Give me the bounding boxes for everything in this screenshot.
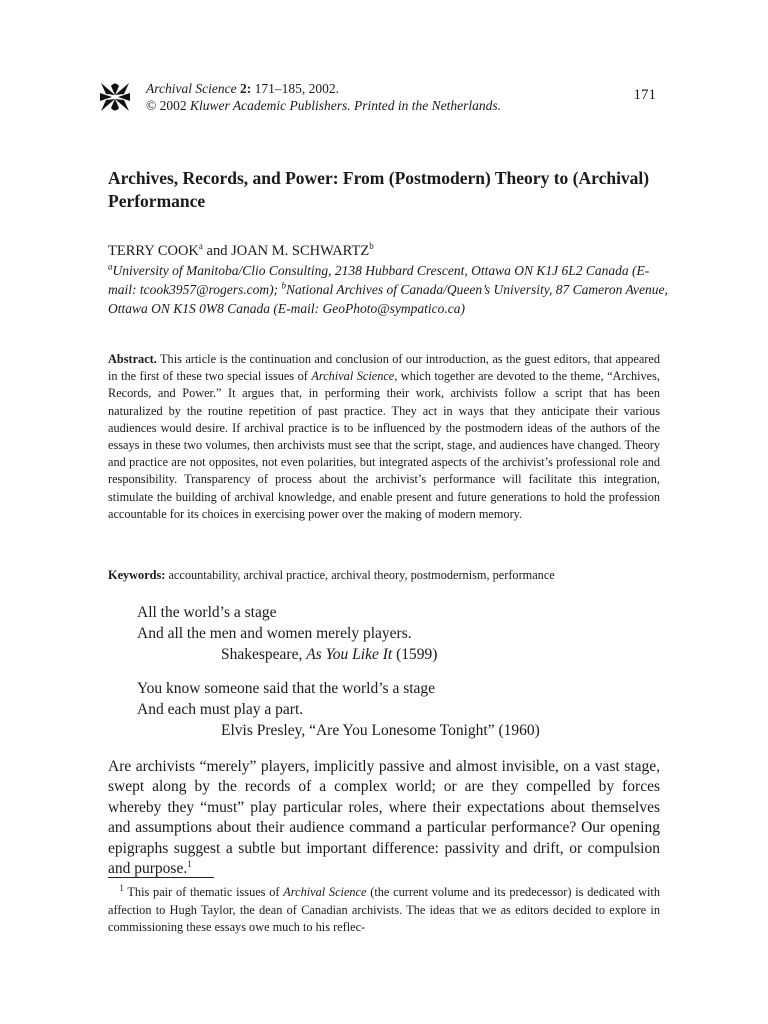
article-title: Archives, Records, and Power: From (Postmodern) Theory to (Archival) Performance	[108, 168, 650, 211]
printed-in: Printed in the Netherlands.	[354, 98, 501, 113]
epigraph-line: And each must play a part.	[137, 701, 304, 718]
journal-name: Archival Science	[146, 81, 237, 96]
footnote	[108, 884, 660, 937]
abstract-text: This article is the continuation and conclusion of our introduction, as the guest editors, that appeared in the first of these two special issues of	[108, 352, 660, 384]
author-line	[108, 242, 374, 260]
epigraph-year: (1599)	[396, 646, 438, 663]
journal-volume: 2:	[239, 81, 252, 96]
affil-marker: b	[369, 241, 374, 252]
author-name: TERRY COOK	[108, 243, 199, 259]
affil-marker: b	[281, 280, 287, 291]
page-number: 171	[633, 87, 656, 103]
abstract-journal: Archival Science	[311, 369, 395, 384]
affiliation-text: National Archives of Canada/Queen’s University, 87 Cameron Avenue, Ottawa ON K1S 0W8 Canada (E-mail: GeoPhoto@sympatico.ca)	[108, 282, 668, 316]
footnote-rule	[108, 877, 214, 878]
epigraph-attribution	[221, 645, 437, 666]
epigraph-line: All the world’s a stage	[137, 604, 277, 621]
epigraph-work: As You Like It	[306, 646, 393, 663]
epigraph-line: And all the men and women merely players.	[137, 625, 412, 642]
abstract-label: Abstract.	[108, 352, 157, 366]
affiliation-text: University of Manitoba/Clio Consulting, 2138 Hubbard Crescent, Ottawa ON K1J 6L2 Canada (E-mail: tcook3957@rogers.com);	[108, 263, 650, 297]
footnote-text: This pair of thematic issues of	[127, 885, 280, 899]
journal-pages-year: 171–185, 2002.	[254, 81, 339, 96]
copyright: © 2002	[146, 98, 187, 113]
footnote-marker: 1	[119, 882, 124, 893]
abstract	[108, 351, 660, 523]
footnote-ref: 1	[187, 858, 192, 869]
footnote-journal: Archival Science	[283, 885, 367, 899]
affil-marker: a	[108, 261, 113, 272]
keywords-text: accountability, archival practice, archival theory, postmodernism, performance	[168, 568, 555, 582]
kluwer-logo-icon	[98, 80, 132, 114]
affil-marker: a	[198, 241, 203, 252]
publisher: Kluwer Academic Publishers.	[190, 98, 351, 113]
author-name: JOAN M. SCHWARTZ	[231, 243, 370, 259]
keywords	[108, 567, 668, 584]
journal-citation	[146, 80, 501, 114]
keywords-label: Keywords:	[108, 568, 166, 582]
author-conjunction: and	[206, 243, 228, 259]
epigraph-line: You know someone said that the world’s a stage	[137, 680, 436, 697]
body-paragraph	[108, 757, 660, 879]
epigraph-attribution: Elvis Presley, “Are You Lonesome Tonight” (1960)	[221, 722, 540, 739]
footnote-text: (the current volume and its predecessor) is dedicated with affection to Hugh Taylor, the dean of Canadian archivists. The ideas that we as editors decided to explore in commissioning these essays owe much to his reflec-	[108, 885, 660, 934]
abstract-text: , which together are devoted to the theme, “Archives, Records, and Power.” It argues that, in performing their work, archivists follow a script that has been naturalized by the routine repetition of past practice. They act in ways that they anticipate their various audiences would desire. If archival practice is to be influenced by the postmodern ideas of the authors of the essays in these two volumes, then archivists must see that the script, stage, and audiences have changed. Theory and practice are not opposites, not even polarities, but integrated aspects of the archivist’s professional role and responsibility. Transparency of process about the archivist’s performance will facilitate this integration, stimulate the building of archival knowledge, and enable present and future generations to hold the profession accountable for its choices in exercising power over the making of modern memory.	[108, 369, 661, 521]
body-text: Are archivists “merely” players, implicitly passive and almost invisible, on a vast stage, swept along by the records of a complex world; or are they compelled by forces whereby they “must” play particular roles, where their expectations about themselves and assumptions about their audience command a particular performance? Our opening epigraphs suggest a subtle but important difference: passivity and drift, or compulsion and purpose.	[108, 758, 660, 878]
epigraph-author: Shakespeare,	[221, 646, 303, 663]
affiliations	[108, 261, 668, 318]
